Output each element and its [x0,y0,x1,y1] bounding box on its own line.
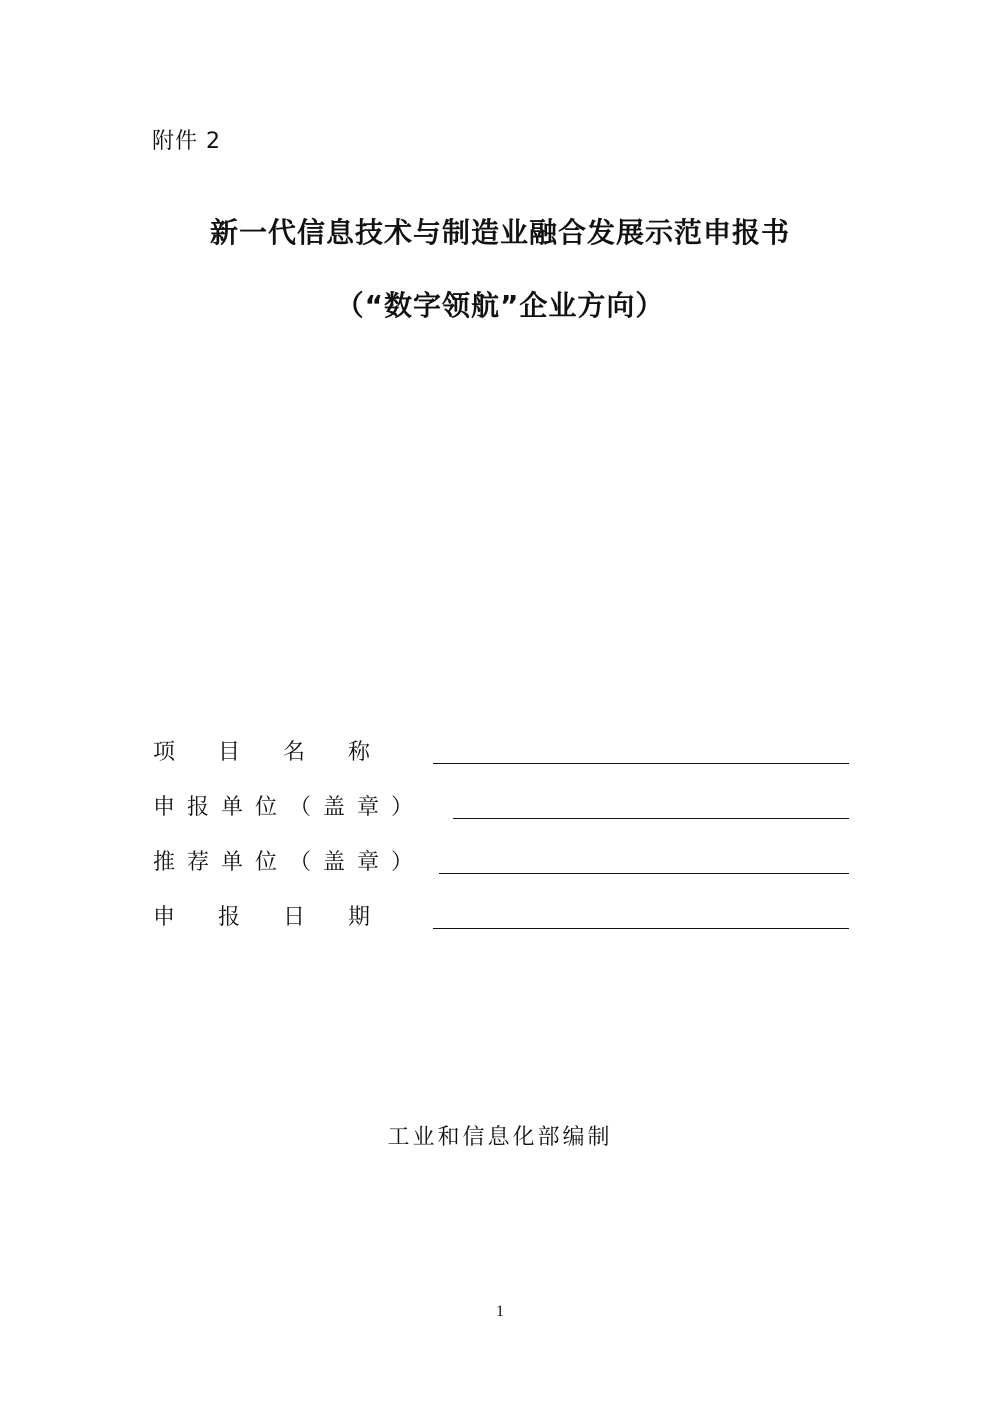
project-name-blank-line[interactable] [433,763,849,764]
field-row-date [153,898,853,953]
applicant-blank-line[interactable] [453,818,849,819]
field-row-project-name [153,733,853,788]
field-label-project-name: 项目名称 [153,740,414,765]
attachment-label: 附件 2 [152,129,221,154]
page-number: 1 [496,1303,504,1320]
application-fields [153,733,853,953]
field-label-date: 申报日期 [153,905,414,930]
field-row-recommender [153,843,853,898]
field-label-applicant: 申报单位（盖章） [153,795,426,820]
date-blank-line[interactable] [433,928,849,929]
field-row-applicant [153,788,853,843]
publisher-text: 工业和信息化部编制 [387,1125,613,1150]
document-title: 新一代信息技术与制造业融合发展示范申报书 [209,216,790,249]
field-label-recommender: 推荐单位（盖章） [153,850,426,875]
document-subtitle: （“数字领航”企业方向） [335,289,665,322]
recommender-blank-line[interactable] [439,873,849,874]
